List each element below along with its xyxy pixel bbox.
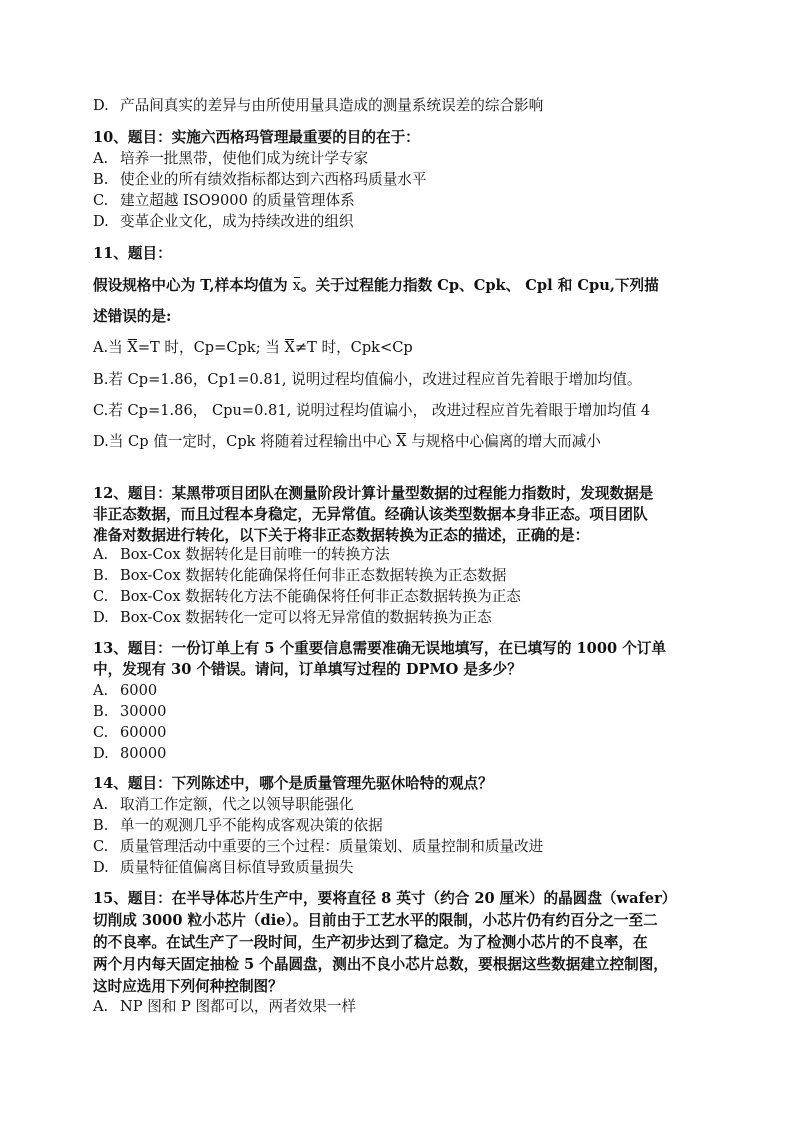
option-text: 60000 [120,724,167,741]
q15-stem-line-4: 两个月内每天固定抽检 5 个晶圆盘，测出不良小芯片总数，要根据这些数据建立控制图， [93,956,668,973]
option-text: 取消工作定额，代之以领导职能强化 [120,796,354,813]
q12-stem-line-2: 非正态数据，而且过程本身稳定，无异常值。经确认该类型数据本身非正态。项目团队 [93,506,648,523]
x-bar-symbol: X [127,339,138,356]
option-text: Box-Cox 数据转化方法不能确保将任何非正态数据转换为正态 [120,588,521,605]
option-letter: A. [93,150,109,167]
option-letter: B. [93,567,109,584]
option-text: =T 时，Cp=Cpk; 当 [137,339,285,356]
q11-stem-line-2: 述错误的是: [93,308,172,325]
q14-option-c [93,837,543,857]
q11-stem-line-1 [93,276,659,296]
x-bar-symbol: X [396,433,407,450]
option-letter: C. [93,838,109,855]
option-text: 6000 [120,682,158,699]
q13-option-b [93,702,166,722]
q14-option-d [93,858,354,878]
q12-option-d [93,608,492,628]
option-letter: D. [93,213,109,230]
q11-option-a [93,338,413,358]
q13-option-d [93,744,166,764]
option-text: ≠T 时，Cpk<Cp [294,339,413,356]
q12-option-a [93,545,390,565]
option-letter: B. [93,171,109,188]
q14-title: 14、题目：下列陈述中，哪个是质量管理先驱休哈特的观点？ [93,775,493,792]
q11-stem-text: 假设规格中心为 T,样本均值为 [93,277,293,294]
option-letter: A. [93,682,109,699]
option-letter: D. [93,97,109,114]
q15-stem-line-5: 这时应选用下列何种控制图？ [93,978,283,995]
option-text: 质量管理活动中重要的三个过程：质量策划、质量控制和质量改进 [120,838,544,855]
option-text: D.当 Cp 值一定时，Cpk 将随着过程输出中心 [93,433,397,450]
q13-stem-line-2: 中，发现有 30 个错误。请问，订单填写过程的 DPMO 是多少？ [93,661,522,678]
option-letter: D. [93,745,109,762]
q13-option-c [93,723,166,743]
q12-stem-line-3: 准备对数据进行转化，以下关于将非正态数据转换为正态的描述，正确的是： [93,527,590,544]
q9-option-d [93,96,543,116]
q10-option-a [93,149,368,169]
q15-stem-line-3: 的不良率。在试生产了一段时间，生产初步达到了稳定。为了检测小芯片的不良率，在 [93,934,648,951]
q14-option-b [93,816,383,836]
q13-option-a [93,681,157,701]
q14-option-a [93,795,354,815]
option-text: NP 图和 P 图都可以，两者效果一样 [120,998,357,1015]
option-text: 产品间真实的差异与由所使用量具造成的测量系统误差的综合影响 [120,97,544,114]
option-letter: D. [93,859,109,876]
q10-option-d [93,212,354,232]
q15-stem-line-2: 切削成 3000 粒小芯片（die）。目前由于工艺水平的限制，小芯片仍有约百分之一至二 [93,912,658,929]
x-bar-symbol: x [292,277,301,294]
q11-option-c: C.若 Cp=1.86， Cpu=0.81, 说明过程均值谝小， 改进过程应首先着眼于增加均值 4 [93,402,651,419]
option-text: 培养一批黑带，使他们成为统计学专家 [120,150,369,167]
option-text: Box-Cox 数据转化一定可以将无异常值的数据转换为正态 [120,609,492,626]
option-letter: C. [93,724,109,741]
q11-option-d [93,432,601,452]
option-text: 质量特征值偏离目标值导致质量损失 [120,859,354,876]
option-text: 30000 [120,703,167,720]
q12-option-c [93,587,521,607]
option-letter: B. [93,703,109,720]
option-text: Box-Cox 数据转化能确保将任何非正态数据转换为正态数据 [120,567,507,584]
q15-stem-line-1: 15、题目：在半导体芯片生产中，要将直径 8 英寸（约合 20 厘米）的晶圆盘（wafer） [93,890,677,907]
option-text: A.当 [93,339,128,356]
option-text: Box-Cox 数据转化是目前唯一的转换方法 [120,546,390,563]
option-letter: C. [93,588,109,605]
option-letter: A. [93,796,109,813]
x-bar-symbol: X [284,339,295,356]
option-letter: C. [93,192,109,209]
q11-title: 11、题目： [93,245,172,262]
q12-stem-line-1: 12、题目：某黑带项目团队在测量阶段计算计量型数据的过程能力指数时，发现数据是 [93,485,654,502]
option-letter: A. [93,546,109,563]
option-text: 单一的观测几乎不能构成客观决策的依据 [120,817,383,834]
option-text: 80000 [120,745,167,762]
q10-option-c [93,191,355,211]
q12-option-b [93,566,506,586]
option-letter: A. [93,998,109,1015]
option-text: 变革企业文化，成为持续改进的组织 [120,213,354,230]
q13-stem-line-1: 13、题目：一份订单上有 5 个重要信息需要准确无误地填写，在已填写的 1000 个订单 [93,640,667,657]
option-letter: D. [93,609,109,626]
q15-option-a [93,997,356,1017]
option-text: 建立超越 ISO9000 的质量管理体系 [120,192,355,209]
option-letter: B. [93,817,109,834]
q10-option-b [93,170,426,190]
q11-stem-text: 。关于过程能力指数 Cp、Cpk、 Cpl 和 Cpu,下列描 [300,277,659,294]
option-text: 使企业的所有绩效指标都达到六西格玛质量水平 [120,171,427,188]
q10-title: 10、题目：实施六西格玛管理最重要的目的在于： [93,129,420,146]
q11-option-b: B.若 Cp=1.86，Cp1=0.81, 说明过程均值偏小，改进过程应首先着眼于增加均值。 [93,371,642,388]
option-text: 与规格中心偏离的增大而减小 [406,433,601,450]
